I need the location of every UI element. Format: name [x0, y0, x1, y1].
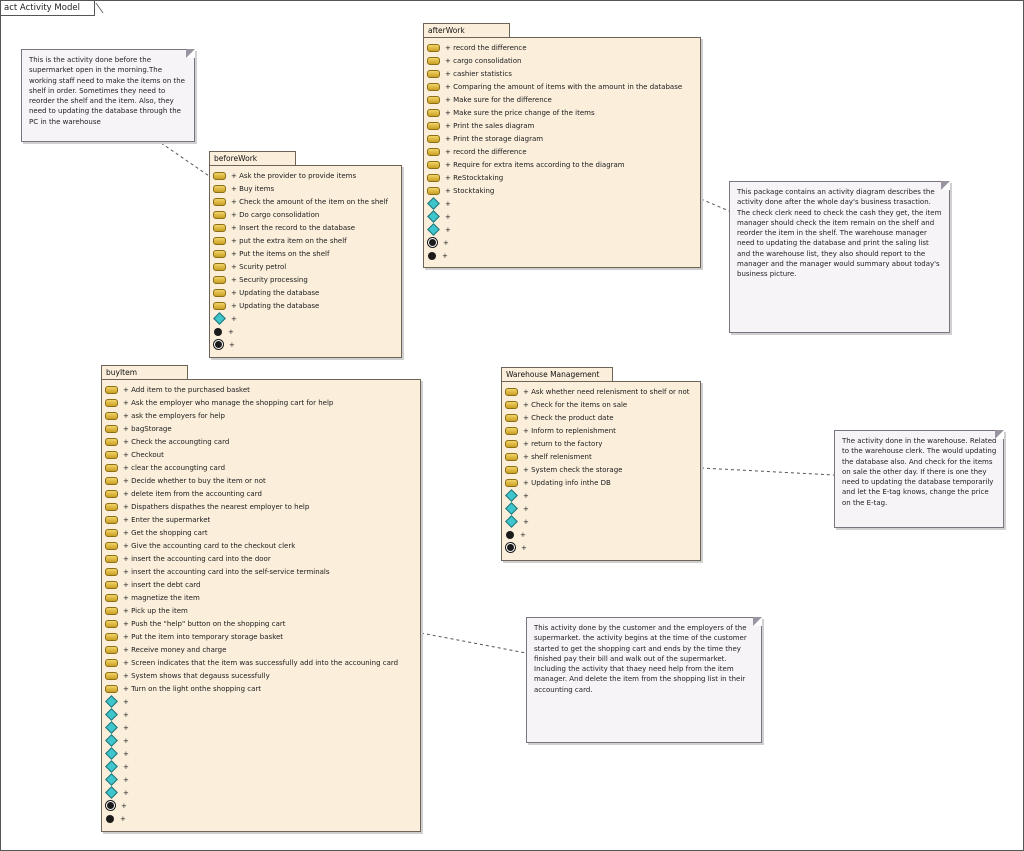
activity-icon: [105, 633, 118, 641]
note-afterwork[interactable]: [729, 181, 950, 333]
activity-item[interactable]: [102, 422, 420, 435]
activity-icon: [105, 581, 118, 589]
item-label: + return to the factory: [523, 439, 603, 448]
package-buyitem-name: buyItem: [101, 365, 188, 379]
activity-item[interactable]: [424, 132, 700, 145]
item-label: + Security processing: [231, 275, 308, 284]
activity-icon: [427, 57, 440, 65]
initial-node-icon: [106, 815, 114, 823]
item-label: + Push the "help" button on the shopping cart: [123, 619, 286, 628]
activity-icon: [213, 263, 226, 271]
decision-node-icon: [505, 502, 518, 515]
activity-icon: [105, 594, 118, 602]
item-label: + Screen indicates that the item was successfully add into the accouning card: [123, 658, 399, 667]
item-label: +: [445, 225, 451, 234]
activity-item[interactable]: [102, 617, 420, 630]
item-label: +: [443, 238, 449, 247]
node-item[interactable]: [502, 515, 700, 528]
activity-item[interactable]: [424, 171, 700, 184]
item-label: + Add item to the purchased basket: [123, 385, 250, 394]
activity-icon: [505, 453, 518, 461]
initial-node-icon: [214, 328, 222, 336]
item-label: + put the extra item on the shelf: [231, 236, 347, 245]
node-item[interactable]: [102, 799, 420, 812]
activity-item[interactable]: [502, 476, 700, 489]
activity-item[interactable]: [210, 286, 401, 299]
activity-item[interactable]: [102, 409, 420, 422]
note-warehouse-text: The activity done in the warehouse. Related to the warehouse clerk. The would updating the database also. And check for the items on sale the other day. If there is one they need to updating the database temporarily and let the E-tag knows, change the price on the E-tag.: [842, 437, 997, 507]
activity-icon: [427, 161, 440, 169]
activity-icon: [505, 401, 518, 409]
node-item[interactable]: [102, 747, 420, 760]
item-label: + clear the accoungting card: [123, 463, 226, 472]
activity-icon: [105, 620, 118, 628]
node-item[interactable]: [102, 695, 420, 708]
item-label: +: [121, 801, 127, 810]
decision-node-icon: [427, 223, 440, 236]
activity-icon: [105, 568, 118, 576]
activity-icon: [505, 414, 518, 422]
activity-item[interactable]: [424, 67, 700, 80]
item-label: + Updating the database: [231, 301, 320, 310]
item-label: + Pick up the item: [123, 606, 188, 615]
decision-node-icon: [105, 734, 118, 747]
package-warehouse-items: [501, 381, 701, 561]
activity-icon: [213, 302, 226, 310]
activity-icon: [427, 122, 440, 130]
node-item[interactable]: [102, 786, 420, 799]
activity-item[interactable]: [210, 260, 401, 273]
decision-node-icon: [105, 695, 118, 708]
item-label: + Updating info inthe DB: [523, 478, 611, 487]
item-label: + Decide whether to buy the item or not: [123, 476, 266, 485]
activity-item[interactable]: [210, 299, 401, 312]
item-label: +: [521, 543, 527, 552]
activity-icon: [213, 224, 226, 232]
activity-icon: [105, 477, 118, 485]
item-label: +: [123, 723, 129, 732]
activity-item[interactable]: [102, 539, 420, 552]
activity-item[interactable]: [210, 234, 401, 247]
activity-item[interactable]: [502, 450, 700, 463]
activity-icon: [105, 438, 118, 446]
item-label: +: [123, 788, 129, 797]
activity-item[interactable]: [210, 247, 401, 260]
package-buyitem-items: [101, 379, 421, 832]
decision-node-icon: [105, 747, 118, 760]
activity-item[interactable]: [102, 604, 420, 617]
node-item[interactable]: [424, 249, 700, 262]
connector-warehouse-note: [701, 468, 834, 475]
activity-item[interactable]: [502, 437, 700, 450]
item-label: +: [123, 762, 129, 771]
item-label: + Buy items: [231, 184, 275, 193]
item-label: + Ask the provider to provide items: [231, 171, 357, 180]
package-afterwork-items: [423, 37, 701, 268]
note-beforework[interactable]: [21, 49, 195, 142]
activity-item[interactable]: [424, 54, 700, 67]
activity-item[interactable]: [102, 578, 420, 591]
activity-icon: [213, 198, 226, 206]
item-label: + Scurity petrol: [231, 262, 287, 271]
activity-icon: [105, 451, 118, 459]
decision-node-icon: [105, 773, 118, 786]
activity-item[interactable]: [210, 273, 401, 286]
activity-icon: [105, 399, 118, 407]
activity-item[interactable]: [424, 158, 700, 171]
item-label: +: [123, 697, 129, 706]
package-afterwork-name: afterWork: [423, 23, 510, 37]
item-label: +: [445, 199, 451, 208]
final-node-icon: [106, 801, 115, 810]
connector-buyitem-note: [421, 633, 526, 653]
activity-item[interactable]: [424, 93, 700, 106]
activity-item[interactable]: [102, 643, 420, 656]
activity-item[interactable]: [102, 656, 420, 669]
activity-icon: [213, 250, 226, 258]
activity-item[interactable]: [102, 682, 420, 695]
item-label: + Enter the supermarket: [123, 515, 211, 524]
activity-icon: [505, 440, 518, 448]
initial-node-icon: [506, 531, 514, 539]
item-label: + shelf relenisment: [523, 452, 592, 461]
activity-item[interactable]: [502, 385, 700, 398]
decision-node-icon: [505, 489, 518, 502]
activity-icon: [427, 96, 440, 104]
activity-icon: [213, 237, 226, 245]
item-label: + Check for the items on sale: [523, 400, 628, 409]
initial-node-icon: [428, 252, 436, 260]
item-label: + bagStorage: [123, 424, 172, 433]
decision-node-icon: [427, 210, 440, 223]
activity-icon: [213, 211, 226, 219]
activity-item[interactable]: [102, 383, 420, 396]
item-label: + Check the amount of the item on the shelf: [231, 197, 388, 206]
item-label: + Ask whether need relenisment to shelf or not: [523, 387, 690, 396]
item-label: + Require for extra items according to the diagram: [445, 160, 625, 169]
activity-item[interactable]: [102, 396, 420, 409]
activity-icon: [105, 386, 118, 394]
item-label: + Print the sales diagram: [445, 121, 535, 130]
item-label: + Make sure for the difference: [445, 95, 552, 104]
node-item[interactable]: [502, 528, 700, 541]
package-beforework-name: beforeWork: [209, 151, 296, 165]
activity-icon: [105, 490, 118, 498]
final-node-icon: [428, 238, 437, 247]
node-item[interactable]: [210, 325, 401, 338]
item-label: + magnetize the item: [123, 593, 200, 602]
activity-item[interactable]: [102, 552, 420, 565]
item-label: + Do cargo consolidation: [231, 210, 320, 219]
item-label: + Insert the record to the database: [231, 223, 356, 232]
activity-icon: [105, 607, 118, 615]
item-label: +: [123, 736, 129, 745]
activity-icon: [427, 44, 440, 52]
item-label: +: [120, 814, 126, 823]
item-label: + Comparing the amount of items with the amount in the database: [445, 82, 683, 91]
node-item[interactable]: [102, 760, 420, 773]
node-item[interactable]: [102, 721, 420, 734]
item-label: + Inform to replenishment: [523, 426, 616, 435]
item-label: +: [231, 314, 237, 323]
activity-item[interactable]: [102, 565, 420, 578]
activity-item[interactable]: [102, 669, 420, 682]
activity-icon: [427, 83, 440, 91]
decision-node-icon: [505, 515, 518, 528]
activity-item[interactable]: [102, 526, 420, 539]
activity-item[interactable]: [210, 169, 401, 182]
item-label: + delete item from the accounting card: [123, 489, 262, 498]
item-label: +: [523, 504, 529, 513]
activity-item[interactable]: [424, 184, 700, 197]
activity-icon: [105, 464, 118, 472]
decision-node-icon: [105, 760, 118, 773]
item-label: +: [442, 251, 448, 260]
node-item[interactable]: [102, 734, 420, 747]
item-label: + Turn on the light onthe shopping cart: [123, 684, 262, 693]
activity-icon: [105, 542, 118, 550]
item-label: +: [523, 491, 529, 500]
item-label: + System shows that degauss sucessfully: [123, 671, 270, 680]
activity-icon: [105, 685, 118, 693]
item-label: + Put the items on the shelf: [231, 249, 330, 258]
activity-item[interactable]: [102, 474, 420, 487]
activity-icon: [505, 388, 518, 396]
item-label: + Receive money and charge: [123, 645, 227, 654]
item-label: + Give the accounting card to the checkout clerk: [123, 541, 296, 550]
activity-icon: [105, 516, 118, 524]
item-label: + record the difference: [445, 147, 527, 156]
activity-item[interactable]: [102, 513, 420, 526]
activity-icon: [105, 412, 118, 420]
activity-item[interactable]: [502, 398, 700, 411]
activity-item[interactable]: [424, 106, 700, 119]
activity-item[interactable]: [424, 119, 700, 132]
note-beforework-text: This is the activity done before the supermarket open in the morning.The working staff need to make the items on the shelf in order. Sometimes they need to reorder the shelf and the item. Also, they need to updating the database through the PC in the warehouse: [29, 56, 185, 126]
connector-afterwork-note: [701, 199, 729, 211]
activity-item[interactable]: [502, 424, 700, 437]
note-afterwork-text: This package contains an activity diagram describes the activity done after the whole day's business trasaction. The check clerk need to check the cash they get, the item manager should check the item remain on the shelf and reorder the item in the shelf. The warehouse manager need to updating the database and print the saling list and the warehouse list, they also should report to the manager and the manager would summary about today's business picture.: [737, 188, 942, 279]
activity-icon: [105, 672, 118, 680]
activity-item[interactable]: [102, 435, 420, 448]
activity-icon: [427, 148, 440, 156]
item-label: + Print the storage diagram: [445, 134, 544, 143]
item-label: + insert the accounting card into the self-service terminals: [123, 567, 330, 576]
item-label: + Stocktaking: [445, 186, 495, 195]
decision-node-icon: [427, 197, 440, 210]
node-item[interactable]: [424, 223, 700, 236]
activity-icon: [213, 289, 226, 297]
activity-item[interactable]: [102, 448, 420, 461]
activity-item[interactable]: [502, 411, 700, 424]
item-label: +: [123, 775, 129, 784]
activity-item[interactable]: [210, 182, 401, 195]
activity-item[interactable]: [102, 630, 420, 643]
activity-item[interactable]: [102, 487, 420, 500]
node-item[interactable]: [102, 812, 420, 825]
activity-item[interactable]: [102, 461, 420, 474]
activity-item[interactable]: [102, 591, 420, 604]
item-label: + Checkout: [123, 450, 164, 459]
item-label: +: [520, 530, 526, 539]
item-label: + Updating the database: [231, 288, 320, 297]
activity-icon: [105, 425, 118, 433]
decision-node-icon: [105, 721, 118, 734]
node-item[interactable]: [502, 502, 700, 515]
note-buyitem-text: This activity done by the customer and the employers of the supermarket. the activity begins at the time of the customer started to get the shopping cart and ends by the time they finished pay their bill and walk out of the supermarket. Including the activity that thaey need help from the item manager. And delete the item from the shopping list in their accounting card.: [534, 624, 747, 694]
item-label: + cargo consolidation: [445, 56, 522, 65]
package-warehouse-name: Warehouse Management: [501, 367, 613, 381]
node-item[interactable]: [210, 312, 401, 325]
item-label: +: [123, 749, 129, 758]
node-item[interactable]: [102, 708, 420, 721]
activity-item[interactable]: [210, 221, 401, 234]
activity-item[interactable]: [102, 500, 420, 513]
item-label: + Ask the employer who manage the shopping cart for help: [123, 398, 334, 407]
activity-icon: [105, 659, 118, 667]
activity-icon: [213, 276, 226, 284]
final-node-icon: [506, 543, 515, 552]
activity-icon: [427, 174, 440, 182]
activity-icon: [427, 70, 440, 78]
activity-icon: [105, 646, 118, 654]
activity-icon: [105, 529, 118, 537]
item-label: +: [523, 517, 529, 526]
item-label: + Make sure the price change of the items: [445, 108, 595, 117]
activity-icon: [105, 555, 118, 563]
activity-icon: [105, 503, 118, 511]
item-label: + insert the debt card: [123, 580, 201, 589]
final-node-icon: [214, 340, 223, 349]
item-label: + Check the accoungting card: [123, 437, 230, 446]
activity-icon: [213, 185, 226, 193]
node-item[interactable]: [424, 236, 700, 249]
item-label: +: [123, 710, 129, 719]
item-label: + Check the product date: [523, 413, 614, 422]
activity-icon: [505, 427, 518, 435]
activity-item[interactable]: [424, 41, 700, 54]
item-label: + Get the shopping cart: [123, 528, 208, 537]
activity-item[interactable]: [210, 195, 401, 208]
activity-item[interactable]: [424, 80, 700, 93]
node-item[interactable]: [502, 489, 700, 502]
item-label: + insert the accounting card into the door: [123, 554, 271, 563]
activity-icon: [427, 187, 440, 195]
item-label: + ReStocktaking: [445, 173, 504, 182]
note-warehouse[interactable]: [834, 430, 1004, 528]
item-label: + System check the storage: [523, 465, 623, 474]
item-label: +: [445, 212, 451, 221]
node-item[interactable]: [210, 338, 401, 351]
item-label: +: [228, 327, 234, 336]
item-label: + record the difference: [445, 43, 527, 52]
activity-icon: [505, 479, 518, 487]
decision-node-icon: [105, 708, 118, 721]
connector-beforework-note: [161, 143, 212, 178]
node-item[interactable]: [424, 210, 700, 223]
decision-node-icon: [213, 312, 226, 325]
activity-icon: [427, 135, 440, 143]
item-label: + Put the item into temporary storage basket: [123, 632, 284, 641]
activity-icon: [427, 109, 440, 117]
item-label: + Dispathers dispathes the nearest employer to help: [123, 502, 310, 511]
decision-node-icon: [105, 786, 118, 799]
node-item[interactable]: [424, 197, 700, 210]
activity-icon: [213, 172, 226, 180]
item-label: + cashier statistics: [445, 69, 512, 78]
frame-title: act Activity Model: [1, 1, 95, 16]
activity-item[interactable]: [424, 145, 700, 158]
node-item[interactable]: [502, 541, 700, 554]
activity-icon: [505, 466, 518, 474]
note-buyitem[interactable]: [526, 617, 762, 743]
package-beforework-items: [209, 165, 402, 358]
node-item[interactable]: [102, 773, 420, 786]
item-label: +: [229, 340, 235, 349]
activity-item[interactable]: [502, 463, 700, 476]
item-label: + ask the employers for help: [123, 411, 225, 420]
activity-item[interactable]: [210, 208, 401, 221]
